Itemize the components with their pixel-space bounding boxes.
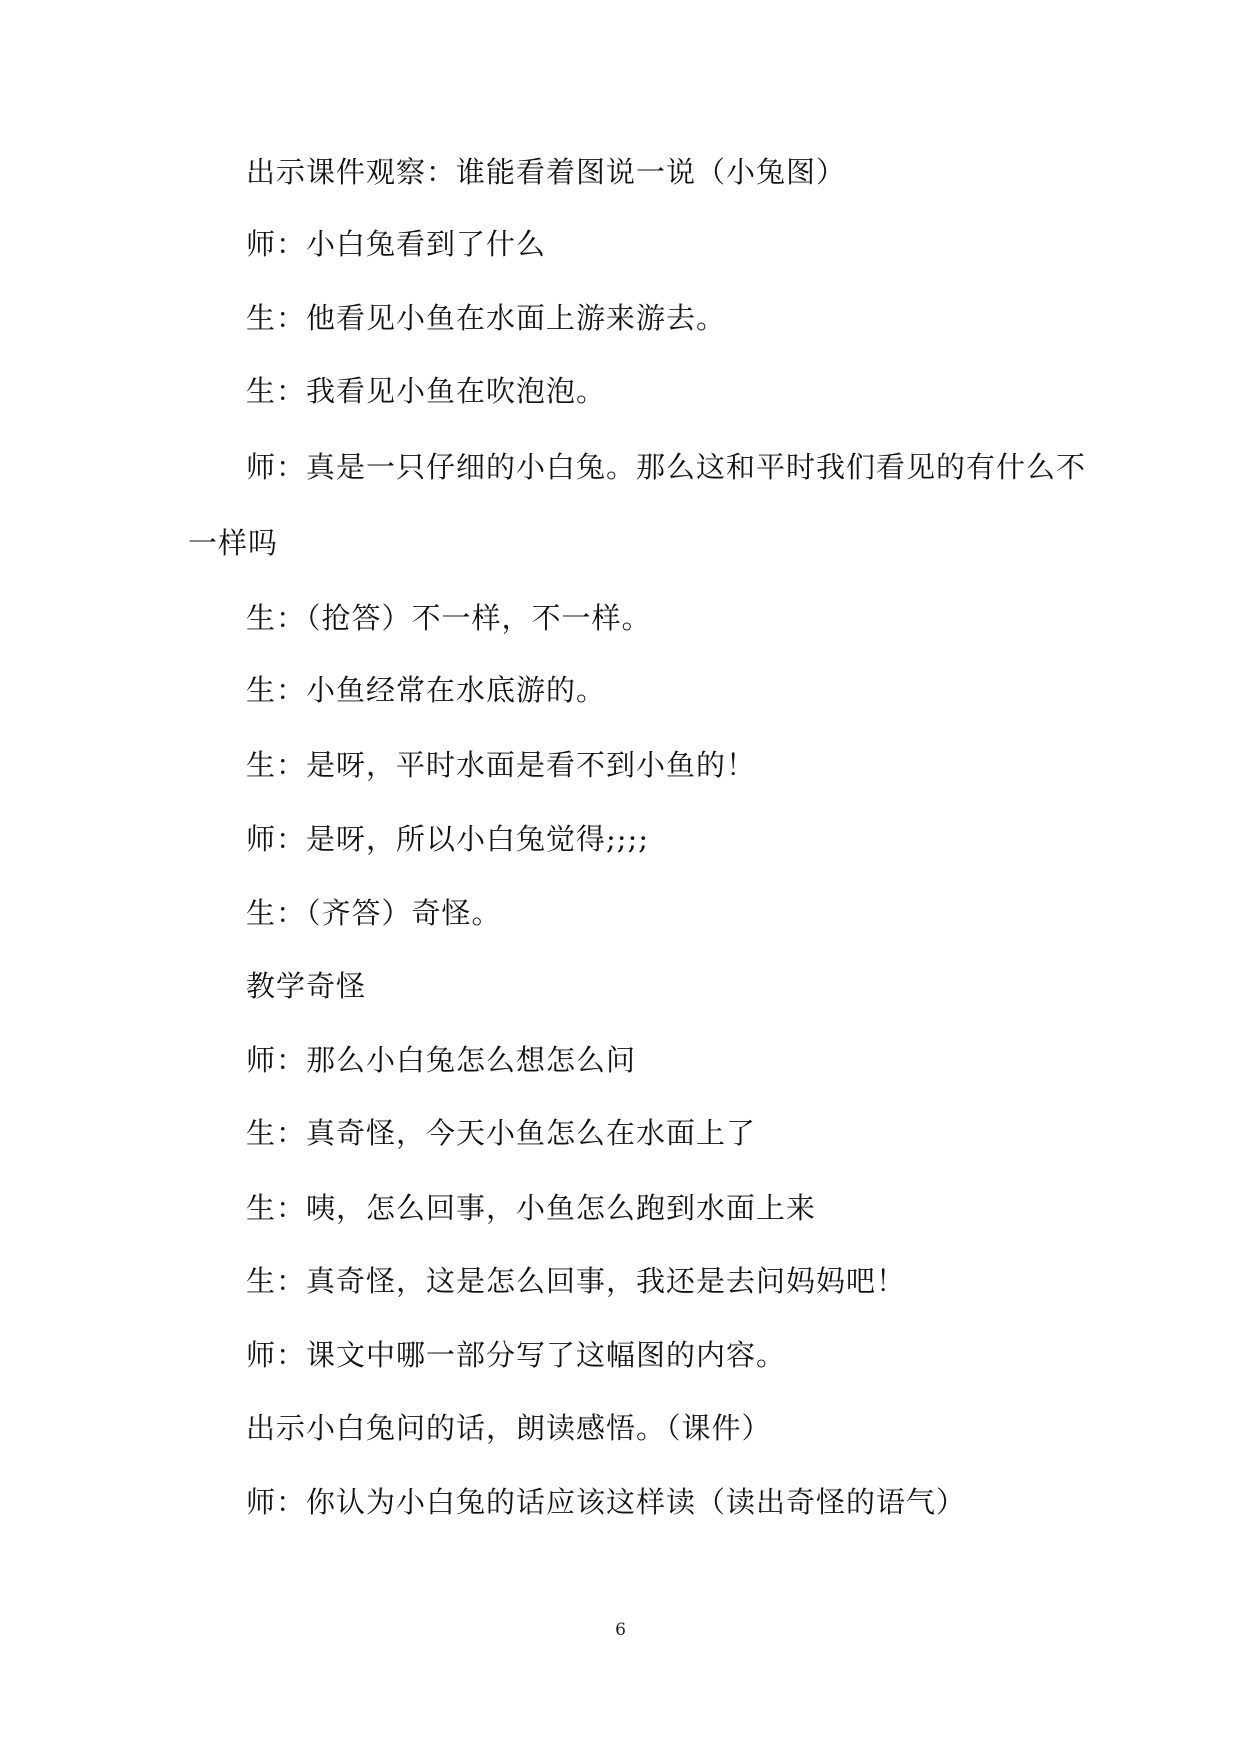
paragraph: 生：小鱼经常在水底游的。 <box>246 673 607 707</box>
paragraph: 师：你认为小白兔的话应该这样读（读出奇怪的语气） <box>246 1485 967 1519</box>
paragraph-continuation: 一样吗 <box>188 526 279 560</box>
paragraph: 师：真是一只仔细的小白兔。那么这和平时我们看见的有什么不 <box>246 450 1087 484</box>
paragraph: 师：小白兔看到了什么 <box>246 227 547 261</box>
paragraph: 生：他看见小鱼在水面上游来游去。 <box>246 301 727 335</box>
paragraph: 生：咦，怎么回事，小鱼怎么跑到水面上来 <box>246 1191 817 1225</box>
paragraph: 生：我看见小鱼在吹泡泡。 <box>246 374 607 408</box>
paragraph: 生：是呀，平时水面是看不到小鱼的！ <box>246 748 757 782</box>
page-number: 6 <box>615 1620 626 1640</box>
section-heading: 教学奇怪 <box>246 969 367 1003</box>
paragraph: 师：是呀，所以小白兔觉得;;;; <box>246 822 650 856</box>
paragraph: 出示小白兔问的话，朗读感悟。（课件） <box>246 1411 772 1445</box>
paragraph: 师：那么小白兔怎么想怎么问 <box>246 1043 637 1077</box>
paragraph: 师：课文中哪一部分写了这幅图的内容。 <box>246 1338 787 1372</box>
paragraph: 生：（齐答）奇怪。 <box>246 896 502 930</box>
paragraph: 生：（抢答）不一样，不一样。 <box>246 601 652 635</box>
paragraph: 生：真奇怪，今天小鱼怎么在水面上了 <box>246 1116 757 1150</box>
paragraph: 生：真奇怪，这是怎么回事，我还是去问妈妈吧！ <box>246 1264 907 1298</box>
paragraph: 出示课件观察：谁能看着图说一说（小兔图） <box>246 155 847 189</box>
